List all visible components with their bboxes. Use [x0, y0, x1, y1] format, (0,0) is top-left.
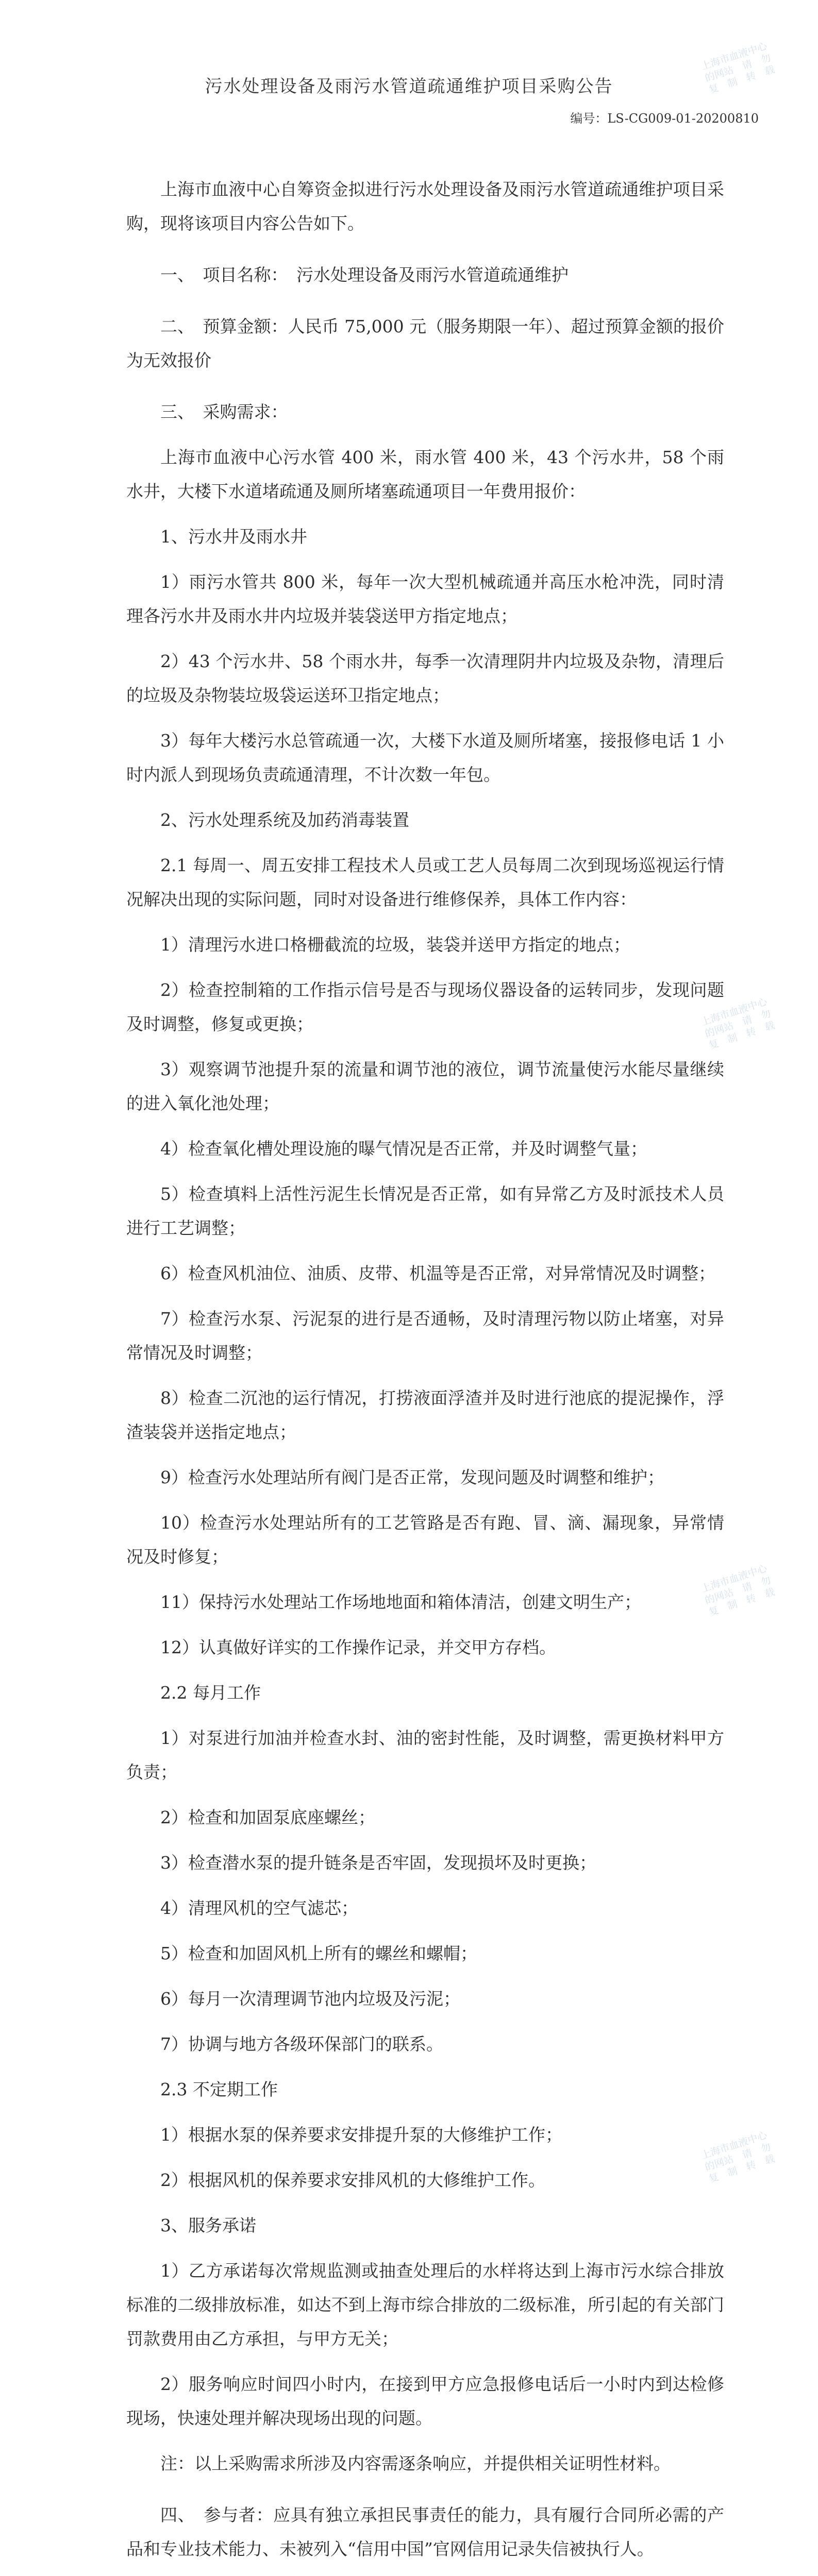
body-paragraph: 1）根据水泵的保养要求安排提升泵的大修维护工作；	[160, 2125, 562, 2145]
body-paragraph: 2）服务响应时间四小时内，在接到甲方应急报修电话后一小时内到达检修现场，快速处理并解决现场出现的问题。	[126, 2374, 724, 2428]
body-paragraph: 3）每年大楼污水总管疏通一次，大楼下水道及厕所堵塞，接报修电话 1 小时内派人到现场负责疏通清理，不计次数一年包。	[126, 731, 724, 785]
body-paragraph: 6）检查风机油位、油质、皮带、机温等是否正常，对异常情况及时调整；	[160, 1263, 715, 1283]
body-paragraph: 2）检查控制箱的工作指示信号是否与现场仪器设备的运转同步，发现问题及时调整，修复或更换；	[126, 980, 724, 1034]
body-paragraph: 上海市血液中心污水管 400 米，雨水管 400 米，43 个污水井，58 个雨水井，大楼下水道堵疏通及厕所堵塞疏通项目一年费用报价：	[126, 447, 724, 501]
body-paragraph: 5）检查填料上活性污泥生长情况是否正常，如有异常乙方及时派技术人员进行工艺调整；	[126, 1184, 724, 1238]
watermark: 上海市血液中心的网站 请 勿 复 制 转 载	[699, 40, 782, 96]
body-paragraph: 1）乙方承诺每次常规监测或抽查处理后的水样将达到上海市污水综合排放标准的二级排放标准，如达不到上海市综合排放的二级标准，所引起的有关部门罚款费用由乙方承担，与甲方无关；	[126, 2261, 724, 2349]
section-paragraph: 四、 参与者：应具有独立承担民事责任的能力，具有履行合同所必需的产品和专业技术能力、未被列入“信用中国”官网信用记录失信被执行人。	[126, 2505, 724, 2559]
announcement-body	[126, 173, 724, 2576]
body-paragraph: 注：以上采购需求所涉及内容需逐条响应，并提供相关证明性材料。	[160, 2453, 671, 2473]
body-paragraph: 3、服务承诺	[160, 2215, 256, 2235]
body-paragraph: 5）检查和加固风机上所有的螺丝和螺帽；	[160, 1943, 477, 1963]
section-paragraph: 二、 预算金额：人民币 75,000 元（服务期限一年）、超过预算金额的报价为无效报价	[126, 316, 724, 370]
body-paragraph: 8）检查二沉池的运行情况，打捞液面浮渣并及时进行池底的提泥操作，浮渣装袋并送指定地点；	[126, 1388, 724, 1442]
body-paragraph: 7）协调与地方各级环保部门的联系。	[160, 2034, 443, 2054]
body-paragraph: 2）检查和加固泵底座螺丝；	[160, 1807, 375, 1827]
watermark: 上海市血液中心的网站 请 勿 复 制 转 载	[699, 996, 782, 1052]
page-title: 污水处理设备及雨污水管道疏通维护项目采购公告	[205, 76, 613, 97]
body-paragraph: 3）检查潜水泵的提升链条是否牢固，发现损坏及时更换；	[160, 1853, 596, 1873]
body-paragraph: 2.3 不定期工作	[160, 2079, 278, 2099]
body-paragraph: 2）根据风机的保养要求安排风机的大修维护工作。	[160, 2170, 545, 2190]
body-paragraph: 上海市血液中心自筹资金拟进行污水处理设备及雨污水管道疏通维护项目采购，现将该项目内容公告如下。	[126, 179, 724, 233]
watermark: 上海市血液中心的网站 请 勿 复 制 转 载	[699, 2129, 782, 2185]
body-paragraph: 2.2 每月工作	[160, 1683, 261, 1703]
body-paragraph: 2）43 个污水井、58 个雨水井，每季一次清理阴井内垃圾及杂物，清理后的垃圾及杂物装垃圾袋运送环卫指定地点；	[126, 651, 724, 705]
body-paragraph: 11）保持污水处理站工作场地地面和箱体清洁，创建文明生产；	[160, 1592, 641, 1612]
body-paragraph: 2、污水处理系统及加药消毒装置	[160, 810, 409, 830]
body-paragraph: 7）检查污水泵、污泥泵的进行是否通畅，及时清理污物以防止堵塞，对异常情况及时调整；	[126, 1309, 724, 1363]
document-number: 编号：LS-CG009-01-20200810	[570, 111, 759, 126]
body-paragraph: 6）每月一次清理调节池内垃圾及污泥；	[160, 1989, 460, 2009]
body-paragraph: 1）对泵进行加油并检查水封、油的密封性能，及时调整，需更换材料甲方负责；	[126, 1728, 724, 1782]
body-paragraph: 12）认真做好详实的工作操作记录，并交甲方存档。	[160, 1637, 556, 1657]
section-paragraph: 三、 采购需求：	[160, 402, 288, 422]
body-paragraph: 1）清理污水进口格栅截流的垃圾，装袋并送甲方指定的地点；	[160, 935, 630, 955]
body-paragraph: 4）清理风机的空气滤芯；	[160, 1898, 358, 1918]
body-paragraph: 4）检查氧化槽处理设施的曝气情况是否正常，并及时调整气量；	[160, 1139, 647, 1159]
section-paragraph: 一、 项目名称： 污水处理设备及雨污水管道疏通维护	[160, 265, 569, 285]
body-paragraph: 2.1 每周一、周五安排工程技术人员或工艺人员每周二次到现场巡视运行情况解决出现的实际问题，同时对设备进行维修保养，具体工作内容：	[126, 855, 724, 909]
body-paragraph: 10）检查污水处理站所有的工艺管路是否有跑、冒、滴、漏现象，异常情况及时修复；	[126, 1513, 724, 1567]
body-paragraph: 3）观察调节池提升泵的流量和调节池的液位，调节流量使污水能尽量继续的进入氧化池处理；	[126, 1059, 724, 1113]
body-paragraph: 1、污水井及雨水井	[160, 527, 307, 547]
body-paragraph: 1）雨污水管共 800 米，每年一次大型机械疏通并高压水枪冲洗，同时清理各污水井及雨水井内垃圾并装袋送甲方指定地点；	[126, 572, 724, 626]
body-paragraph: 9）检查污水处理站所有阀门是否正常，发现问题及时调整和维护；	[160, 1467, 664, 1487]
watermark: 上海市血液中心的网站 请 勿 复 制 转 载	[699, 1563, 782, 1618]
